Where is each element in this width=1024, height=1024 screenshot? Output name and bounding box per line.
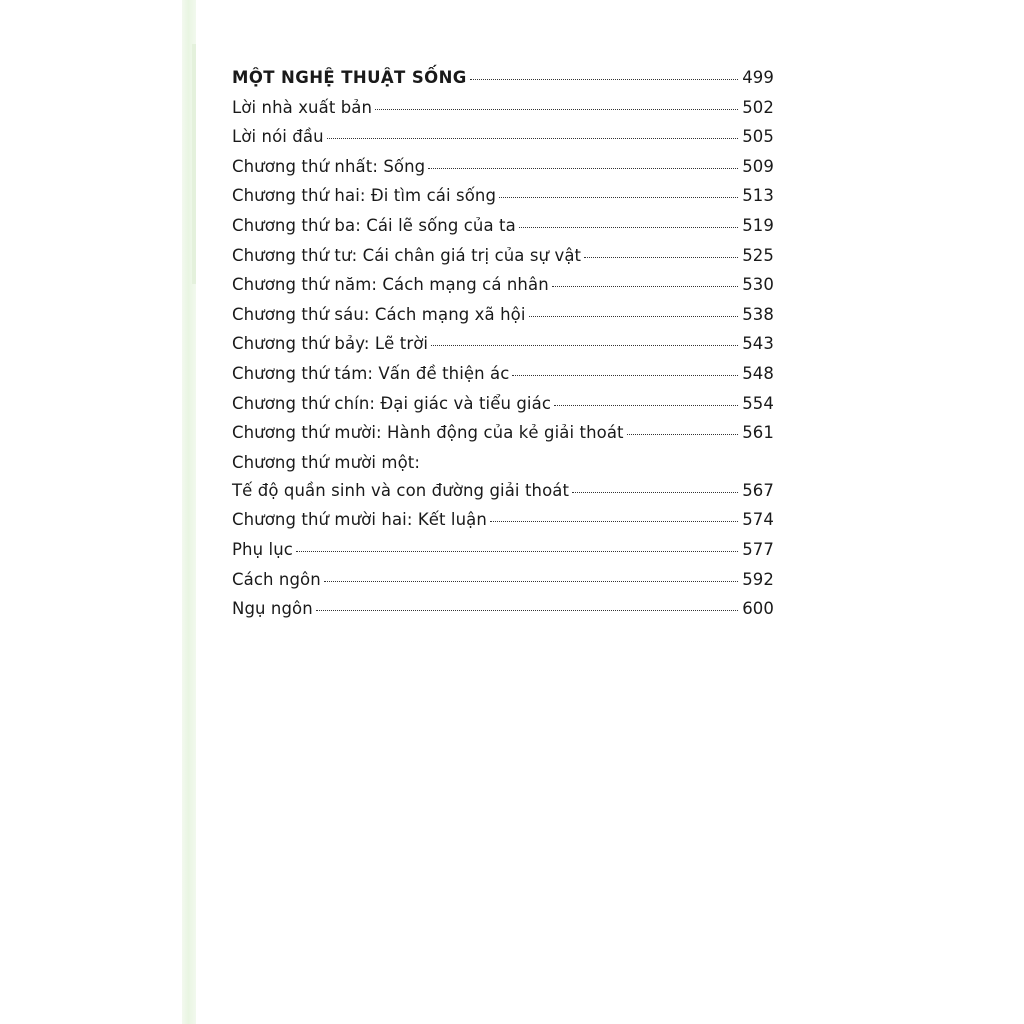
toc-entry (232, 275, 774, 305)
toc-entry-page: 577 (742, 539, 774, 559)
toc-entry-title: Chương thứ tám: Vấn đề thiện ác (232, 363, 510, 383)
toc-entry-page: 592 (742, 569, 774, 589)
toc-entry-page: 554 (742, 393, 774, 413)
dot-leader (627, 434, 739, 435)
toc-entry (232, 186, 774, 216)
toc-entry-title: Chương thứ năm: Cách mạng cá nhân (232, 275, 549, 295)
toc-entry (232, 98, 774, 128)
toc-entry-page: 600 (742, 599, 774, 619)
toc-entry-page: 561 (742, 423, 774, 443)
toc-entry-title: Chương thứ bảy: Lẽ trời (232, 334, 429, 354)
toc-entry-page: 574 (742, 510, 774, 530)
toc-entry-title: Chương thứ sáu: Cách mạng xã hội (232, 304, 526, 324)
toc-entry-title: Ngụ ngôn (232, 599, 313, 619)
dot-leader (296, 551, 738, 552)
toc-entry (232, 246, 774, 276)
dot-leader (428, 168, 738, 169)
toc-entry-title: Chương thứ ba: Cái lẽ sống của ta (232, 215, 516, 235)
toc-entry-title: Lời nhà xuất bản (232, 97, 373, 117)
toc-entry-page: 509 (742, 156, 774, 176)
dot-leader (554, 405, 738, 406)
toc-entry-page: 538 (742, 304, 774, 324)
toc-entry-title: Phụ lục (232, 539, 293, 559)
dot-leader (324, 581, 738, 582)
toc-entry-title: Cách ngôn (232, 569, 321, 589)
dot-leader (470, 79, 738, 80)
toc-entry-title: MỘT NGHỆ THUẬT SỐNG (232, 68, 467, 87)
toc-entry (232, 127, 774, 157)
toc-entry-page: 502 (742, 97, 774, 117)
table-of-contents (232, 68, 774, 629)
toc-entry (232, 510, 774, 540)
dot-leader (519, 227, 738, 228)
toc-entry (232, 540, 774, 570)
toc-entry (232, 570, 774, 600)
dot-leader (552, 286, 738, 287)
toc-entry-title: Chương thứ nhất: Sống (232, 156, 426, 176)
dot-leader (490, 521, 738, 522)
toc-entry-title: Chương thứ mười: Hành động của kẻ giải thoát (232, 423, 624, 443)
toc-entry-page: 548 (742, 363, 774, 383)
toc-entry (232, 216, 774, 246)
dot-leader (529, 316, 739, 317)
toc-entry (232, 481, 774, 511)
toc-entry-title: Chương thứ mười một: (232, 452, 420, 472)
toc-entry-page: 530 (742, 275, 774, 295)
toc-entry-title: Lời nói đầu (232, 127, 324, 147)
toc-entry (232, 334, 774, 364)
dot-leader (375, 109, 738, 110)
toc-entry-title: Chương thứ chín: Đại giác và tiểu giác (232, 393, 551, 413)
toc-entry (232, 394, 774, 424)
toc-entry-page: 543 (742, 334, 774, 354)
toc-entry (232, 423, 774, 453)
toc-entry (232, 599, 774, 629)
toc-entry (232, 157, 774, 187)
toc-entry (232, 305, 774, 335)
dot-leader (499, 197, 738, 198)
toc-entry (232, 364, 774, 394)
toc-entry-page: 505 (742, 127, 774, 147)
toc-entry-page: 525 (742, 245, 774, 265)
toc-entry-title: Chương thứ mười hai: Kết luận (232, 510, 487, 530)
toc-entry (232, 68, 774, 98)
toc-entry-title: Chương thứ hai: Đi tìm cái sống (232, 186, 497, 206)
page-edge-mark (192, 44, 196, 284)
dot-leader (512, 375, 738, 376)
toc-entry-page: 567 (742, 480, 774, 500)
toc-entry-heading (232, 453, 774, 481)
dot-leader (316, 610, 738, 611)
dot-leader (431, 345, 738, 346)
dot-leader (572, 492, 738, 493)
toc-entry-title: Tế độ quần sinh và con đường giải thoát (232, 480, 570, 500)
dot-leader (584, 257, 738, 258)
toc-entry-page: 513 (742, 186, 774, 206)
toc-entry-title: Chương thứ tư: Cái chân giá trị của sự vật (232, 245, 582, 265)
toc-entry-page: 499 (742, 68, 774, 87)
toc-entry-page: 519 (742, 215, 774, 235)
dot-leader (327, 138, 739, 139)
